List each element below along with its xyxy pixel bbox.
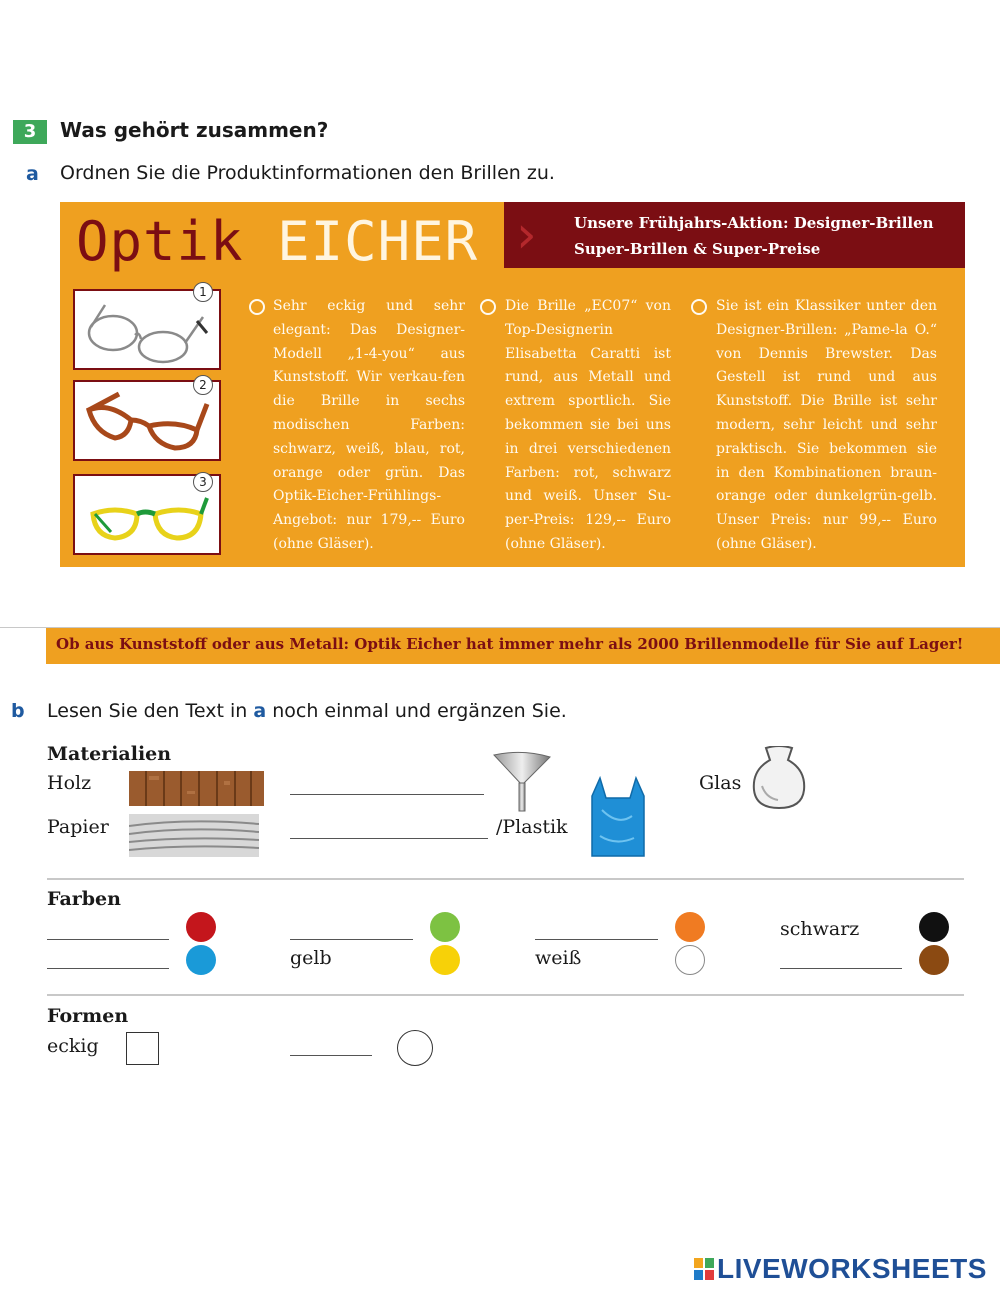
label-schwarz: schwarz — [780, 918, 860, 940]
red-dot — [186, 912, 216, 942]
square-shape — [126, 1032, 159, 1065]
ad-strip — [46, 628, 1000, 664]
brown-dot — [919, 945, 949, 975]
brand-logo — [76, 210, 478, 273]
green-dot — [430, 912, 460, 942]
product-text-1: Sehr eckig und sehr elegant: Das Designer-Modell „1-4-you“ aus Kunststoff. Wir verkau-fen die Brille in sechs modischen Farben: schwarz, weiß, blau, rot, orange oder grün. Das Optik-Eicher-Frühlings-Angebot: nur 179,-- Euro (ohne Gläser). — [273, 298, 465, 552]
task-b-letter: b — [11, 700, 25, 722]
materials-heading: Materialien — [47, 743, 172, 765]
answer-radio-1[interactable] — [249, 299, 265, 315]
funnel-image — [492, 751, 552, 817]
task-a-instruction: Ordnen Sie die Produktinformationen den Brillen zu. — [60, 162, 555, 184]
promo-banner — [504, 202, 965, 268]
brand-eicher: EICHER — [277, 210, 479, 273]
banner-line-1: Unsere Frühjahrs-Aktion: Designer-Brillen — [574, 214, 934, 232]
blank-material-2[interactable] — [290, 838, 488, 839]
liveworksheets-text: LIVEWORKSHEETS — [717, 1253, 987, 1284]
task-b-instruction — [47, 700, 567, 722]
blank-material-1[interactable] — [290, 794, 484, 795]
blue-dot — [186, 945, 216, 975]
task-b-text-2: noch einmal und ergänzen Sie. — [266, 700, 567, 722]
banner-line-2: Super-Brillen & Super-Preise — [574, 240, 821, 258]
separator-2 — [47, 994, 964, 996]
white-dot — [675, 945, 705, 975]
liveworksheets-logo — [694, 1258, 714, 1280]
newspaper-image — [129, 814, 259, 861]
optik-eicher-ad — [60, 202, 965, 567]
product-text-2: Die Brille „EC07“ von Top-Designerin Elisabetta Caratti ist rund, aus Metall und extrem sportlich. Sie bekommen sie bei uns in drei verschiedenen Farben: rot, schwarz und weiß. Unser Su-per-Preis: 129,-- Euro (ohne Gläser). — [505, 298, 671, 552]
orange-dot — [675, 912, 705, 942]
label-weiss: weiß — [535, 947, 582, 969]
black-dot — [919, 912, 949, 942]
label-papier: Papier — [47, 816, 109, 838]
answer-radio-2[interactable] — [480, 299, 496, 315]
exercise-title: Was gehört zusammen? — [60, 118, 329, 142]
task-b-text-1: Lesen Sie den Text in — [47, 700, 254, 722]
brand-optik: Optik — [76, 210, 244, 273]
blank-color-1[interactable] — [47, 939, 169, 940]
label-gelb: gelb — [290, 947, 332, 969]
metal-round-glasses-icon — [75, 291, 219, 368]
blank-color-4[interactable] — [47, 968, 169, 969]
circle-shape — [397, 1030, 433, 1066]
plastic-bag-image — [588, 776, 648, 864]
blank-color-5[interactable] — [780, 968, 902, 969]
exercise-number: 3 — [13, 120, 47, 144]
blank-shape[interactable] — [290, 1055, 372, 1056]
answer-radio-3[interactable] — [691, 299, 707, 315]
glasses-number-3: 3 — [193, 472, 213, 492]
label-plastik: /Plastik — [496, 816, 568, 838]
label-eckig: eckig — [47, 1035, 99, 1057]
task-b-ref: a — [253, 700, 267, 722]
wood-image — [129, 771, 264, 810]
product-text-3: Sie ist ein Klassiker unter den Designer-Brillen: „Pame-la O.“ von Dennis Brewster. Das Gestell ist rund und aus Kunststoff. Die Brille ist sehr modern, sehr leicht und sehr praktisch. Sie bekommen sie in den Kombinationen braun-orange oder dunkelgrün-gelb. Unser Preis: nur 99,-- Euro (ohne Gläser). — [716, 298, 937, 552]
task-a-letter: a — [26, 163, 39, 185]
glasses-number-1: 1 — [193, 282, 213, 302]
shapes-heading: Formen — [47, 1005, 129, 1027]
colors-heading: Farben — [47, 888, 121, 910]
blank-color-3[interactable] — [535, 939, 658, 940]
blank-color-2[interactable] — [290, 939, 413, 940]
label-holz: Holz — [47, 772, 92, 794]
ad-strip-text: Ob aus Kunststoff oder aus Metall: Optik Eicher hat immer mehr als 2000 Brillenmodelle für Sie auf Lager! — [56, 635, 964, 653]
label-glas: Glas — [699, 772, 742, 794]
chevron-right-icon: › — [516, 205, 537, 265]
logo-mark-icon — [694, 1258, 714, 1280]
separator-1 — [47, 878, 964, 880]
yellow-dot — [430, 945, 460, 975]
glasses-number-2: 2 — [193, 375, 213, 395]
glass-vase-image — [750, 746, 808, 814]
